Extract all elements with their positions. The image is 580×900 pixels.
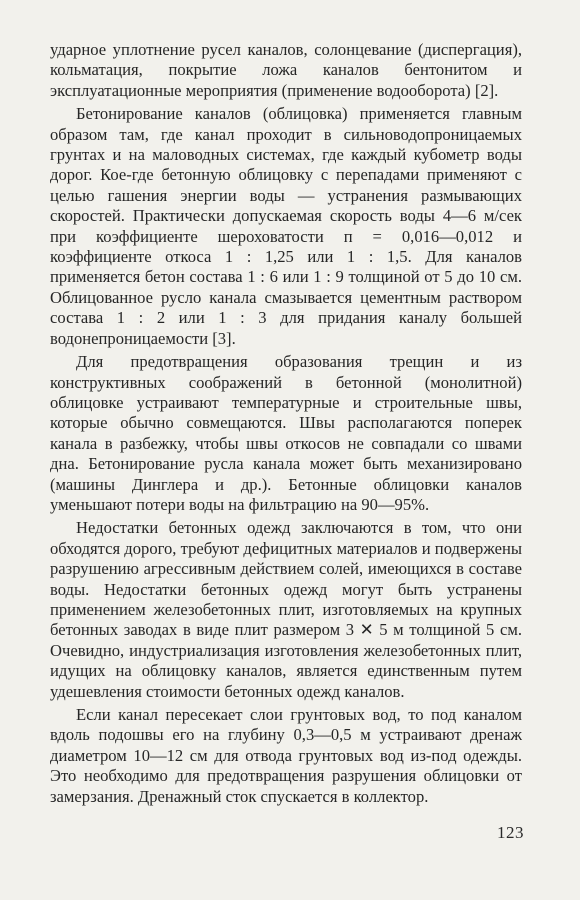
paragraph-cracks-prevention: Для предотвращения образования трещин и из конструктивных соображений в бетонной (монолитной) облицовке устраивают температурные и строительные швы, которые обычно совмещаются. Швы располагаются поперек канала в разбежку, чтобы швы откосов не совпадали со швами дна. Бетонирование русла канала может быть механизировано (машины Динглера и др.). Бетонные облицовки каналов уменьшают потери воды на фильтрацию на 90—95%. xyxy=(50,352,522,514)
paragraph-continuation: ударное уплотнение русел каналов, солонцевание (диспергация), кольматация, покрытие ложа каналов бентонитом и эксплуатационные мероприятия (применение водооборота) [2]. xyxy=(50,40,522,100)
page-number: 123 xyxy=(497,823,524,842)
paragraph-concrete-lining: Бетонирование каналов (облицовка) применяется главным образом там, где канал проходит в сильноводопроницаемых грунтах и на маловодных системах, где каждый кубометр воды дорог. Кое-где бетонную облицовку с перепадами применяют с целью гашения энергии воды — устранения размывающих скоростей. Практически допускаемая скорость воды 4—6 м/сек при коэффициенте шероховатости п = 0,016—0,012 и коэффициенте откоса 1 : 1,25 или 1 : 1,5. Для каналов применяется бетон состава 1 : 6 или 1 : 9 толщиной от 5 до 10 см. Облицованное русло канала смазывается цементным раствором состава 1 : 2 или 1 : 3 для придания каналу большей водонепроницаемости [3]. xyxy=(50,104,522,348)
paragraph-drawbacks: Недостатки бетонных одежд заключаются в том, что они обходятся дорого, требуют дефицитных материалов и подвержены разрушению агрессивным действием солей, имеющихся в составе воды. Недостатки бетонных одежд могут быть устранены применением железобетонных плит, изготовляемых на крупных бетонных заводах в виде плит размером 3 ✕ 5 м толщиной 5 см. Очевидно, индустриализация изготовления железобетонных плит, идущих на облицовку каналов, является единственным путем удешевления стоимости бетонных одежд каналов. xyxy=(50,518,522,701)
page-body xyxy=(50,40,522,810)
paragraph-drainage: Если канал пересекает слои грунтовых вод, то под каналом вдоль подошвы его на глубину 0,3—0,5 м устраивают дренаж диаметром 10—12 см для отвода грунтовых вод из-под одежды. Это необходимо для предотвращения разрушения облицовки от замерзания. Дренажный сток спускается в коллектор. xyxy=(50,705,522,806)
